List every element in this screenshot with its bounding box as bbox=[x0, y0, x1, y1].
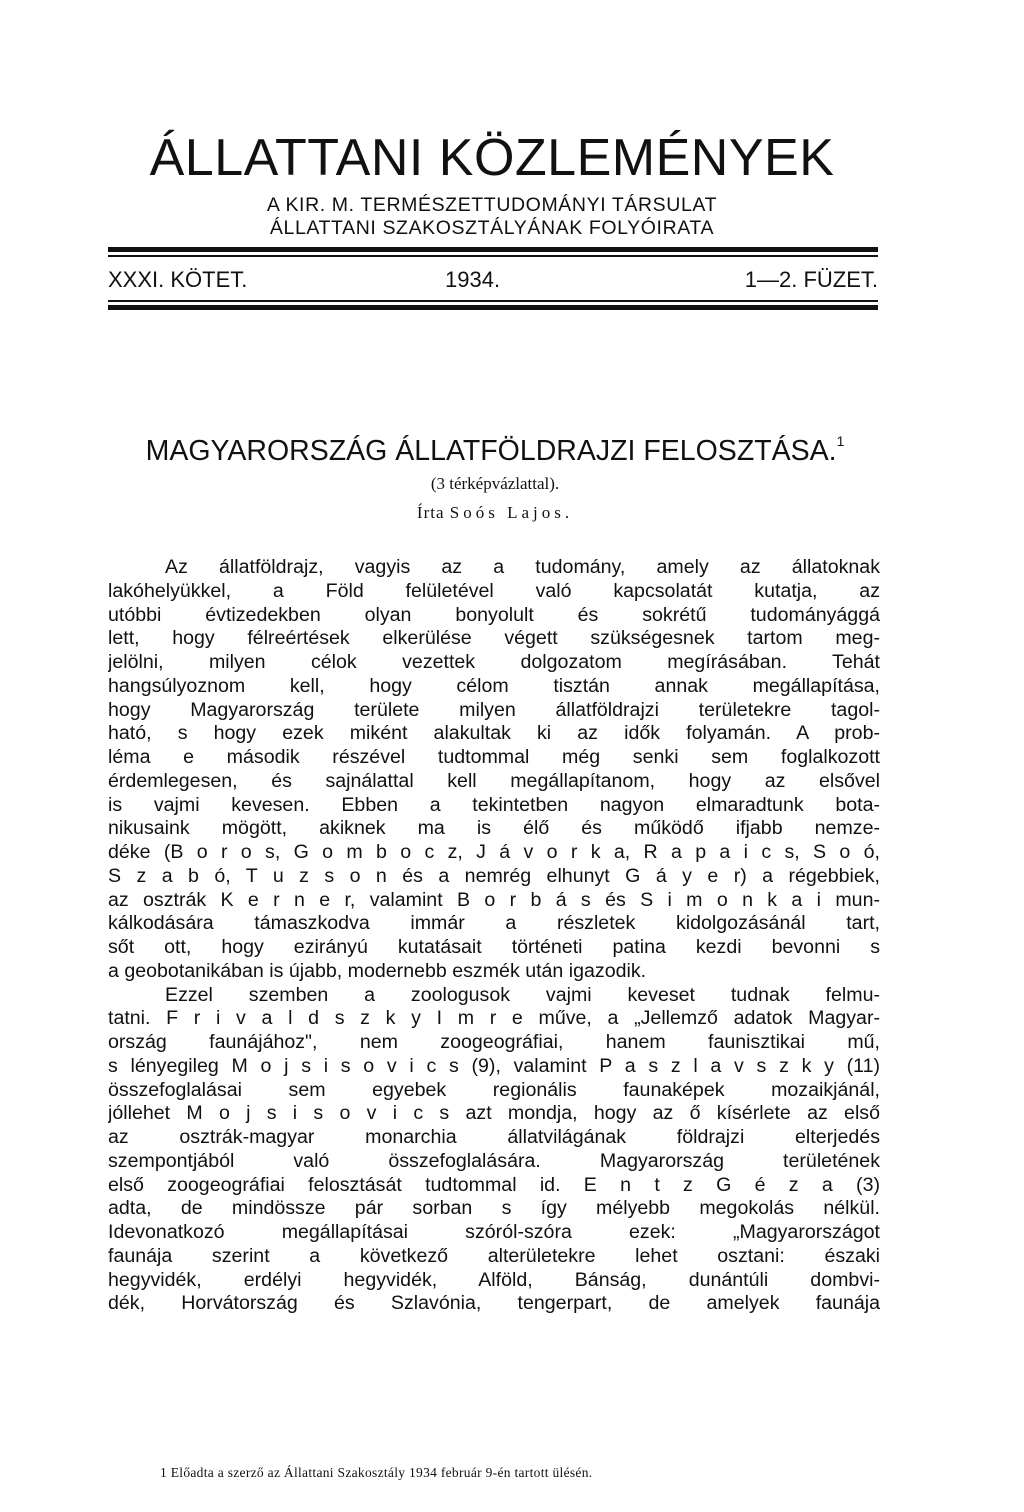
body-line: hogy Magyarország területe milyen állatföldrajzi területekre tagol- bbox=[108, 698, 880, 721]
body-line: hangsúlyoznom kell, hogy célom tisztán annak megállapítása, bbox=[108, 674, 880, 697]
volume-number: XXXI. KÖTET. bbox=[108, 267, 248, 292]
volume-info-row bbox=[108, 266, 878, 294]
author-prefix: Írta bbox=[416, 503, 445, 522]
body-line: szempontjából való összefoglalására. Magyarország területének bbox=[108, 1149, 880, 1172]
body-line: ható, s hogy ezek miként alakultak ki az idők folyamán. A prob- bbox=[108, 722, 880, 745]
body-line: S z a b ó, T u z s o n és a nemrég elhunyt G á y e r) a régebbiek, bbox=[108, 864, 880, 887]
body-line: Idevonatkozó megállapításai szóról-szóra ezek: „Magyarországot bbox=[108, 1221, 880, 1243]
author-name: Soós Lajos. bbox=[449, 503, 574, 522]
issue-number: 1—2. FÜZET. bbox=[744, 267, 878, 292]
journal-title: ÁLLATTANI KÖZLEMÉNYEK bbox=[149, 129, 835, 187]
body-line: lett, hogy félreértések elkerülése végett szükségesnek tartom meg- bbox=[108, 627, 880, 650]
body-line: utóbbi évtizedekben olyan bonyolult és sokrétű tudományággá bbox=[108, 603, 880, 626]
body-line: hegyvidék, erdélyi hegyvidék, Alföld, Bánság, dunántúli dombvi- bbox=[108, 1268, 880, 1291]
body-line: kálkodására támaszkodva immár a részletek kidolgozásánál tart, bbox=[108, 912, 880, 935]
body-line: jóllehet M o j s i s o v i c s azt mondja, hogy az ő kísérlete az első bbox=[108, 1102, 880, 1125]
body-line: jelölni, milyen célok vezettek dolgozatom megírásában. Tehát bbox=[108, 651, 880, 673]
body-line: érdemlegesen, és sajnálattal kell megállapítanom, hogy az elsővel bbox=[108, 769, 880, 792]
body-line: déke (B o r o s, G o m b o c z, J á v o r k a, R a p a i c s, S o ó, bbox=[108, 841, 880, 863]
body-line: az osztrák-magyar monarchia állatvilágának földrajzi elterjedés bbox=[108, 1126, 880, 1148]
maps-note: (3 térképvázlattal). bbox=[430, 474, 560, 493]
body-line: léma e második részével tudtommal még senki sem foglalkozott bbox=[108, 746, 880, 768]
body-line: s lényegileg M o j s i s o v i c s (9), valamint P a s z l a v s z k y (11) bbox=[108, 1054, 880, 1077]
volume-year: 1934. bbox=[445, 267, 501, 292]
body-line: ország faunájához", nem zoogeográfiai, hanem faunisztikai mű, bbox=[108, 1031, 880, 1053]
journal-subtitle-line1: A KIR. M. TERMÉSZETTUDOMÁNYI TÁRSULAT bbox=[266, 194, 718, 216]
body-line: tatni. F r i v a l d s z k y I m r e műve, a „Jellemző adatok Magyar- bbox=[108, 1007, 880, 1030]
article-body bbox=[108, 556, 880, 1316]
body-line: faunája szerint a következő alterületekre lehet osztani: északi bbox=[108, 1244, 880, 1267]
footnote: 1 Előadta a szerző az Állattani Szakosztály 1934 február 9-én tartott ülésén. bbox=[160, 1465, 593, 1480]
body-line: első zoogeográfiai felosztását tudtommal id. E n t z G é z a (3) bbox=[108, 1173, 880, 1196]
body-line: nikusaink mögött, akiknek ma is élő és működő ifjabb nemze- bbox=[108, 817, 880, 840]
journal-subtitle-line2: ÁLLATTANI SZAKOSZTÁLYÁNAK FOLYÓIRATA bbox=[269, 217, 715, 239]
body-line: az osztrák K e r n e r, valamint B o r b á s és S i m o n k a i mun- bbox=[108, 888, 880, 911]
body-line: összefoglalásai sem egyebek regionális faunaképek mozaikjánál, bbox=[108, 1078, 880, 1101]
header-rule-thin-bottom bbox=[108, 300, 878, 302]
body-line: adta, de mindössze pár sorban s így mélyebb megokolás nélkül. bbox=[108, 1197, 880, 1220]
body-line: is vajmi kevesen. Ebben a tekintetben nagyon elmaradtunk bota- bbox=[108, 793, 880, 816]
header-rule-thin-top bbox=[108, 255, 878, 257]
body-line: dék, Horvátország és Szlavónia, tengerpart, de amelyek faunája bbox=[108, 1292, 880, 1315]
footnote-mark: 1 bbox=[836, 433, 845, 449]
author-line bbox=[100, 502, 890, 524]
body-line: Ezzel szemben a zoologusok vajmi keveset tudnak felmu- bbox=[165, 983, 880, 1006]
body-line: lakóhelyükkel, a Föld felületével való kapcsolatát kutatja, az bbox=[108, 579, 880, 602]
header-rule-thick-bottom bbox=[108, 305, 878, 310]
body-line: sőt ott, hogy ezirányú kutatásait történeti patina kezdi bevonni s bbox=[108, 936, 880, 958]
article-title-text: MAGYARORSZÁG ÁLLATFÖLDRAJZI FELOSZTÁSA. bbox=[145, 435, 837, 467]
body-line: Az állatföldrajz, vagyis az a tudomány, amely az állatoknak bbox=[165, 556, 880, 578]
article-title bbox=[100, 424, 890, 468]
body-line: a geobotanikában is újabb, modernebb eszmék után igazodik. bbox=[108, 959, 647, 982]
header-rule-thick-top bbox=[108, 247, 878, 252]
